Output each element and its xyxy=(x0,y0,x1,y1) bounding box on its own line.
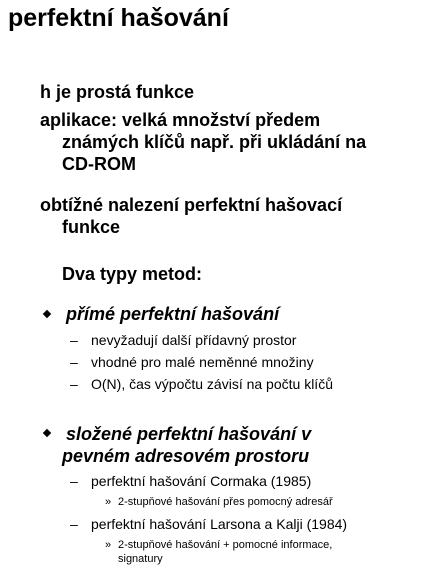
method1-title: přímé perfektní hašování xyxy=(66,304,280,324)
method1-item: – vhodné pro malé neměnné množiny xyxy=(70,354,314,370)
method2-subitem: » 2-stupňové hašování + pomocné informace, signatury xyxy=(105,539,333,565)
point-aplikace: aplikace: velká množství předem známých klíčů např. při ukládání na CD-ROM xyxy=(40,110,367,174)
method2-subitem: » 2-stupňové hašování přes pomocný adresář xyxy=(105,496,333,508)
method1-item: – nevyžadují další přídavný prostor xyxy=(70,332,297,348)
method1-item: – O(N), čas výpočtu závisí na počtu klíčů xyxy=(70,376,333,392)
method2-title: složené perfektní hašování v pevném adresovém prostoru xyxy=(62,424,312,466)
methods-heading: Dva typy metod: xyxy=(62,264,203,284)
page-title: perfektní hašování xyxy=(8,4,229,32)
method2-item: – perfektní hašování Cormaka (1985) xyxy=(70,473,312,489)
method2-item: – perfektní hašování Larsona a Kalji (1984) xyxy=(70,516,348,532)
point-prosta-funkce: h je prostá funkce xyxy=(40,82,195,102)
point-obtizne-nalezeni: obtížné nalezení perfektní hašovací funkce xyxy=(40,195,343,237)
